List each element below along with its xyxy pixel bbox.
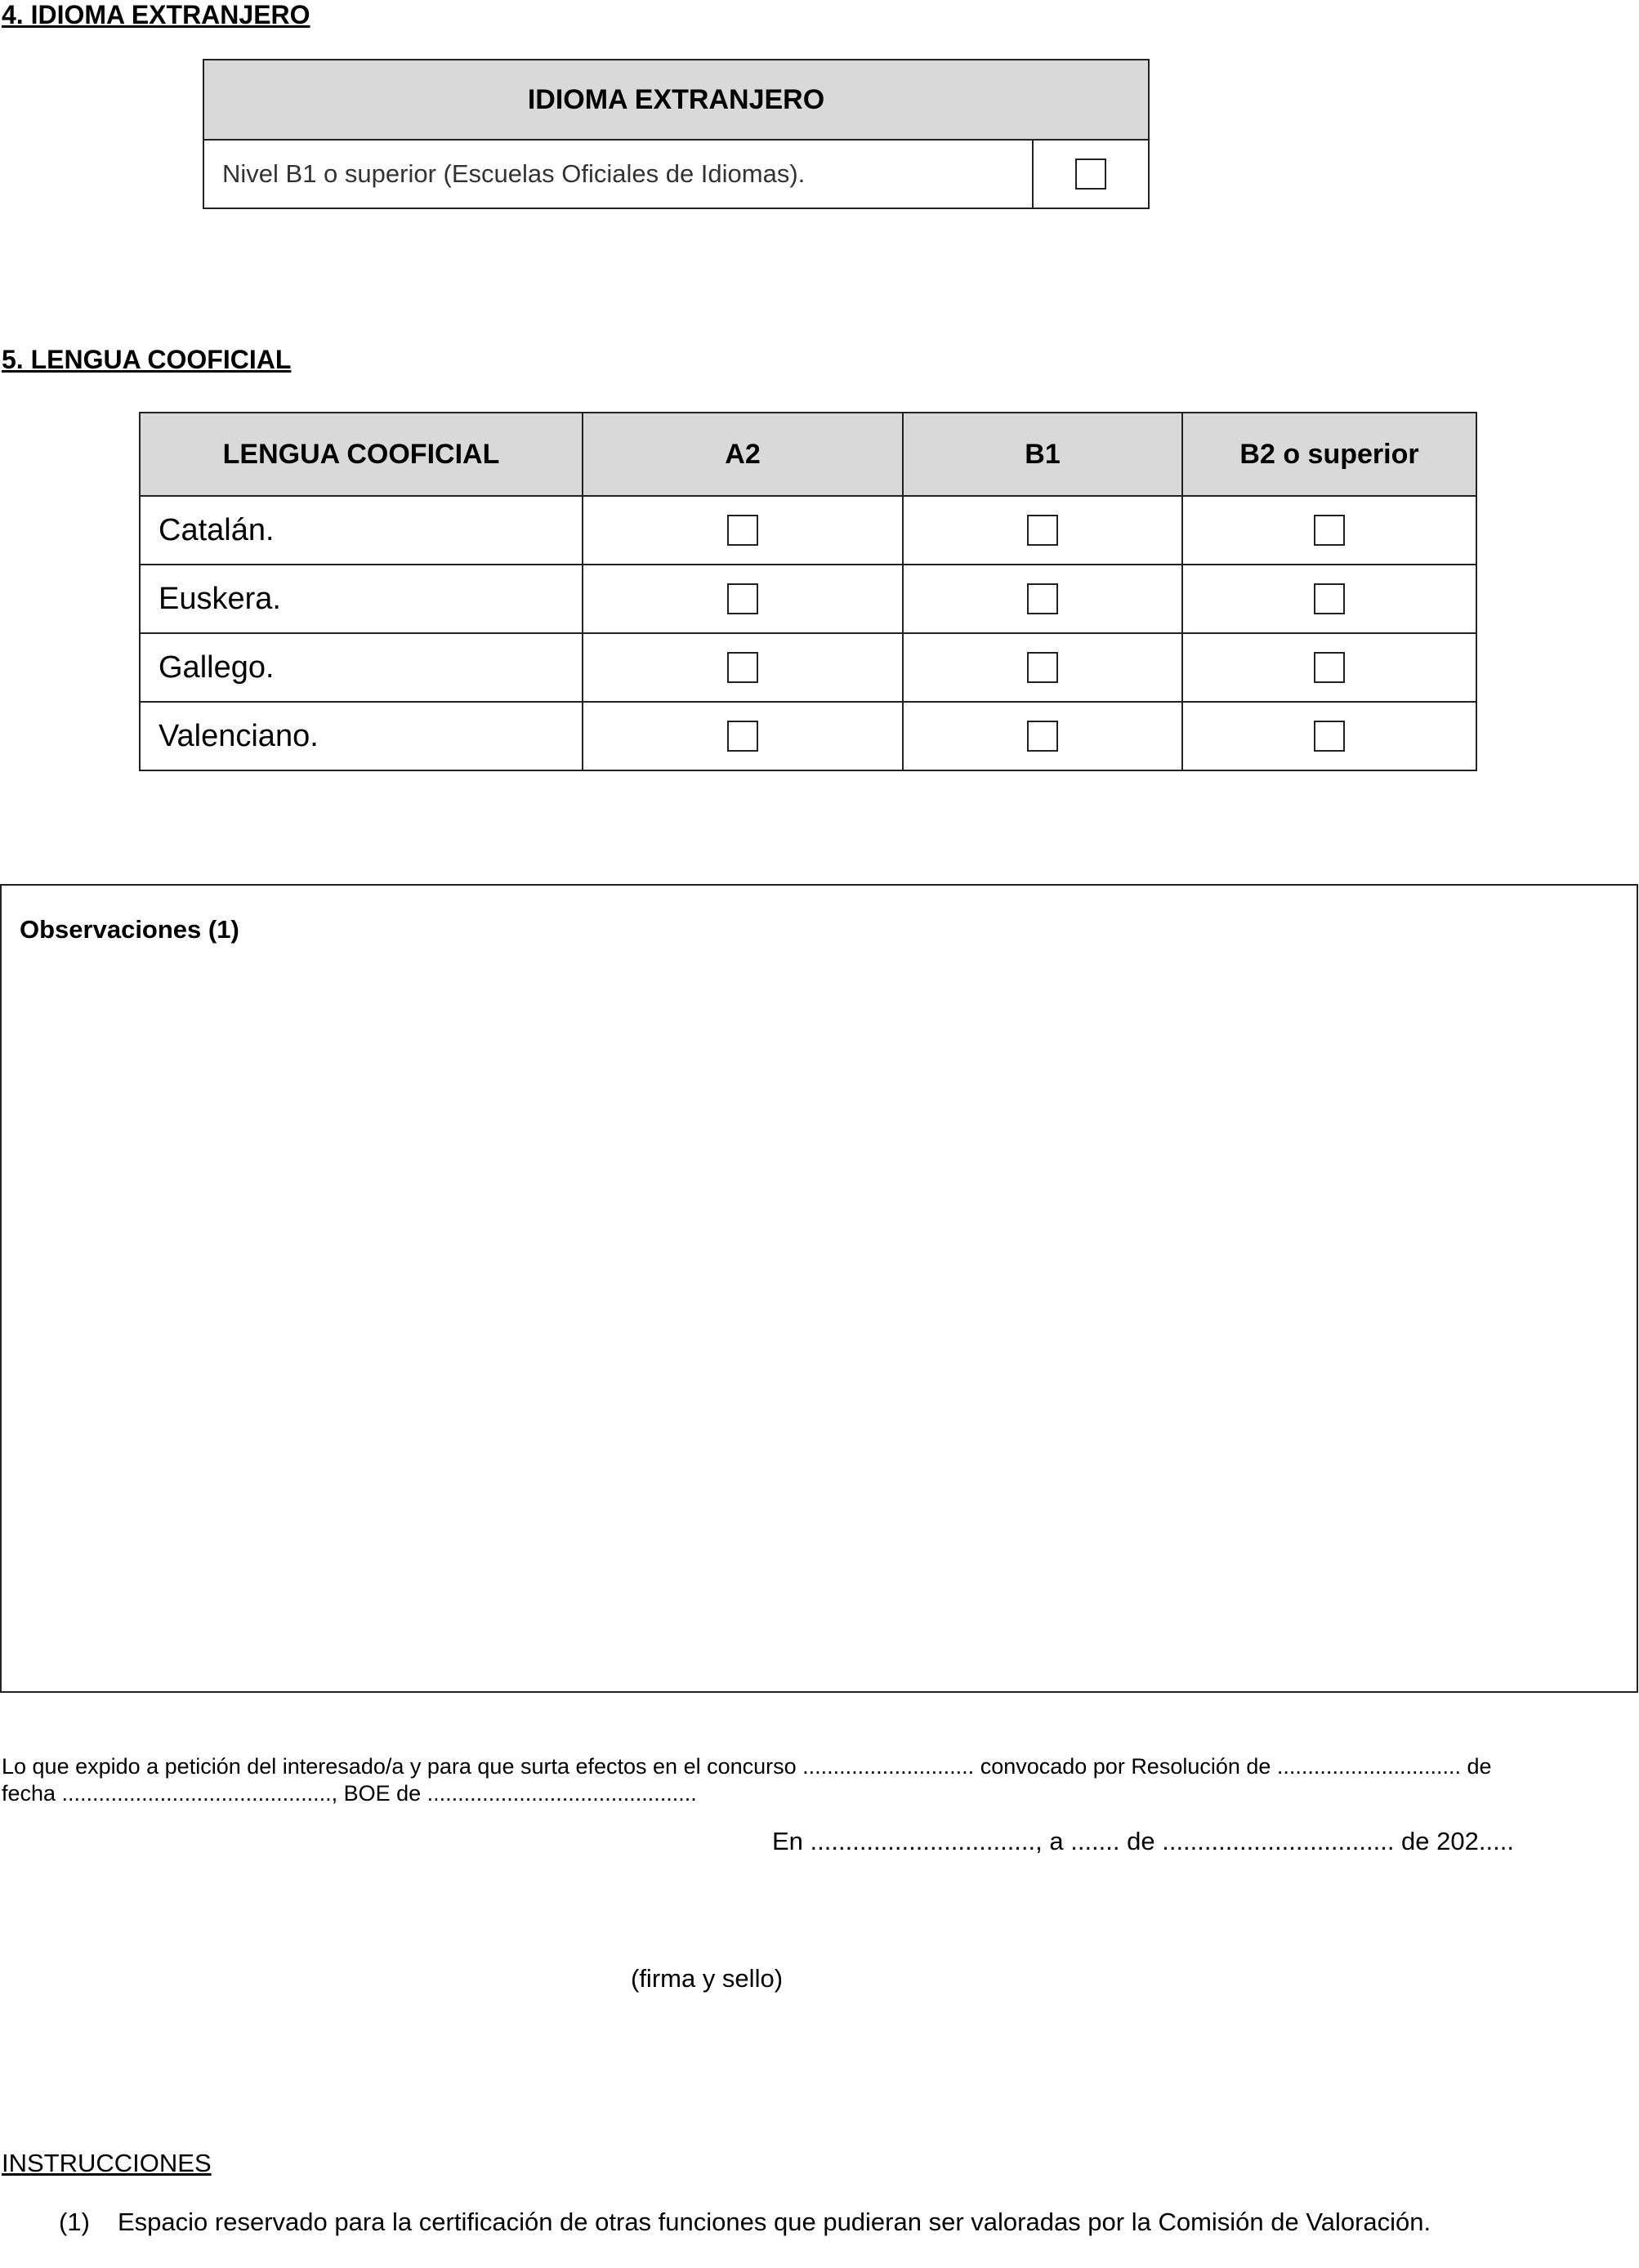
gallego-a2-checkbox[interactable] bbox=[727, 652, 758, 683]
signature-label: (firma y sello) bbox=[631, 1964, 784, 1993]
foreign-language-cell bbox=[1033, 140, 1149, 208]
row-label-valenciano: Valenciano. bbox=[140, 702, 583, 770]
table-row bbox=[140, 565, 1476, 633]
euskera-a2-checkbox[interactable] bbox=[727, 583, 758, 614]
col-header-language: LENGUA COOFICIAL bbox=[140, 413, 583, 496]
col-header-a2: A2 bbox=[583, 413, 903, 496]
b1-checkbox[interactable] bbox=[1075, 158, 1106, 190]
valenciano-b1-checkbox[interactable] bbox=[1027, 721, 1058, 752]
instruction-number: (1) bbox=[59, 2208, 90, 2236]
section-5-heading: 5. LENGUA COOFICIAL bbox=[2, 345, 292, 374]
section-4-heading: 4. IDIOMA EXTRANJERO bbox=[2, 0, 310, 29]
foreign-language-table-header: IDIOMA EXTRANJERO bbox=[203, 60, 1149, 140]
gallego-b2-checkbox[interactable] bbox=[1314, 652, 1345, 683]
place-date-line: En ................................, a ....... de ................................. de 202..... bbox=[772, 1827, 1514, 1855]
table-row bbox=[140, 496, 1476, 565]
euskera-b1-checkbox[interactable] bbox=[1027, 583, 1058, 614]
col-header-b2: B2 o superior bbox=[1182, 413, 1476, 496]
gallego-b1-checkbox[interactable] bbox=[1027, 652, 1058, 683]
foreign-language-row-label: Nivel B1 o superior (Escuelas Oficiales de Idiomas). bbox=[203, 140, 1033, 208]
row-label-catalan: Catalán. bbox=[140, 496, 583, 565]
observations-label: Observaciones (1) bbox=[20, 915, 239, 944]
euskera-b2-checkbox[interactable] bbox=[1314, 583, 1345, 614]
certification-line-1: Lo que expido a petición del interesado/a y para que surta efectos en el concurso ............................ convocado por Resolución de .............................. de bbox=[2, 1754, 1492, 1779]
col-header-b1: B1 bbox=[903, 413, 1182, 496]
instruction-text: Espacio reservado para la certificación de otras funciones que pudieran ser valoradas por la Comisión de Valoración. bbox=[118, 2208, 1431, 2236]
valenciano-b2-checkbox[interactable] bbox=[1314, 721, 1345, 752]
catalan-b1-checkbox[interactable] bbox=[1027, 515, 1058, 546]
table-row bbox=[140, 702, 1476, 770]
catalan-b2-checkbox[interactable] bbox=[1314, 515, 1345, 546]
table-row bbox=[140, 633, 1476, 702]
row-label-euskera: Euskera. bbox=[140, 565, 583, 633]
row-label-gallego: Gallego. bbox=[140, 633, 583, 702]
valenciano-a2-checkbox[interactable] bbox=[727, 721, 758, 752]
foreign-language-table bbox=[203, 59, 1150, 209]
certification-line-2: fecha ............................................, BOE de ............................................ bbox=[2, 1781, 697, 1806]
observations-box[interactable] bbox=[0, 884, 1638, 1693]
instructions-heading: INSTRUCCIONES bbox=[2, 2149, 212, 2177]
catalan-a2-checkbox[interactable] bbox=[727, 515, 758, 546]
co-official-language-table bbox=[139, 412, 1477, 771]
